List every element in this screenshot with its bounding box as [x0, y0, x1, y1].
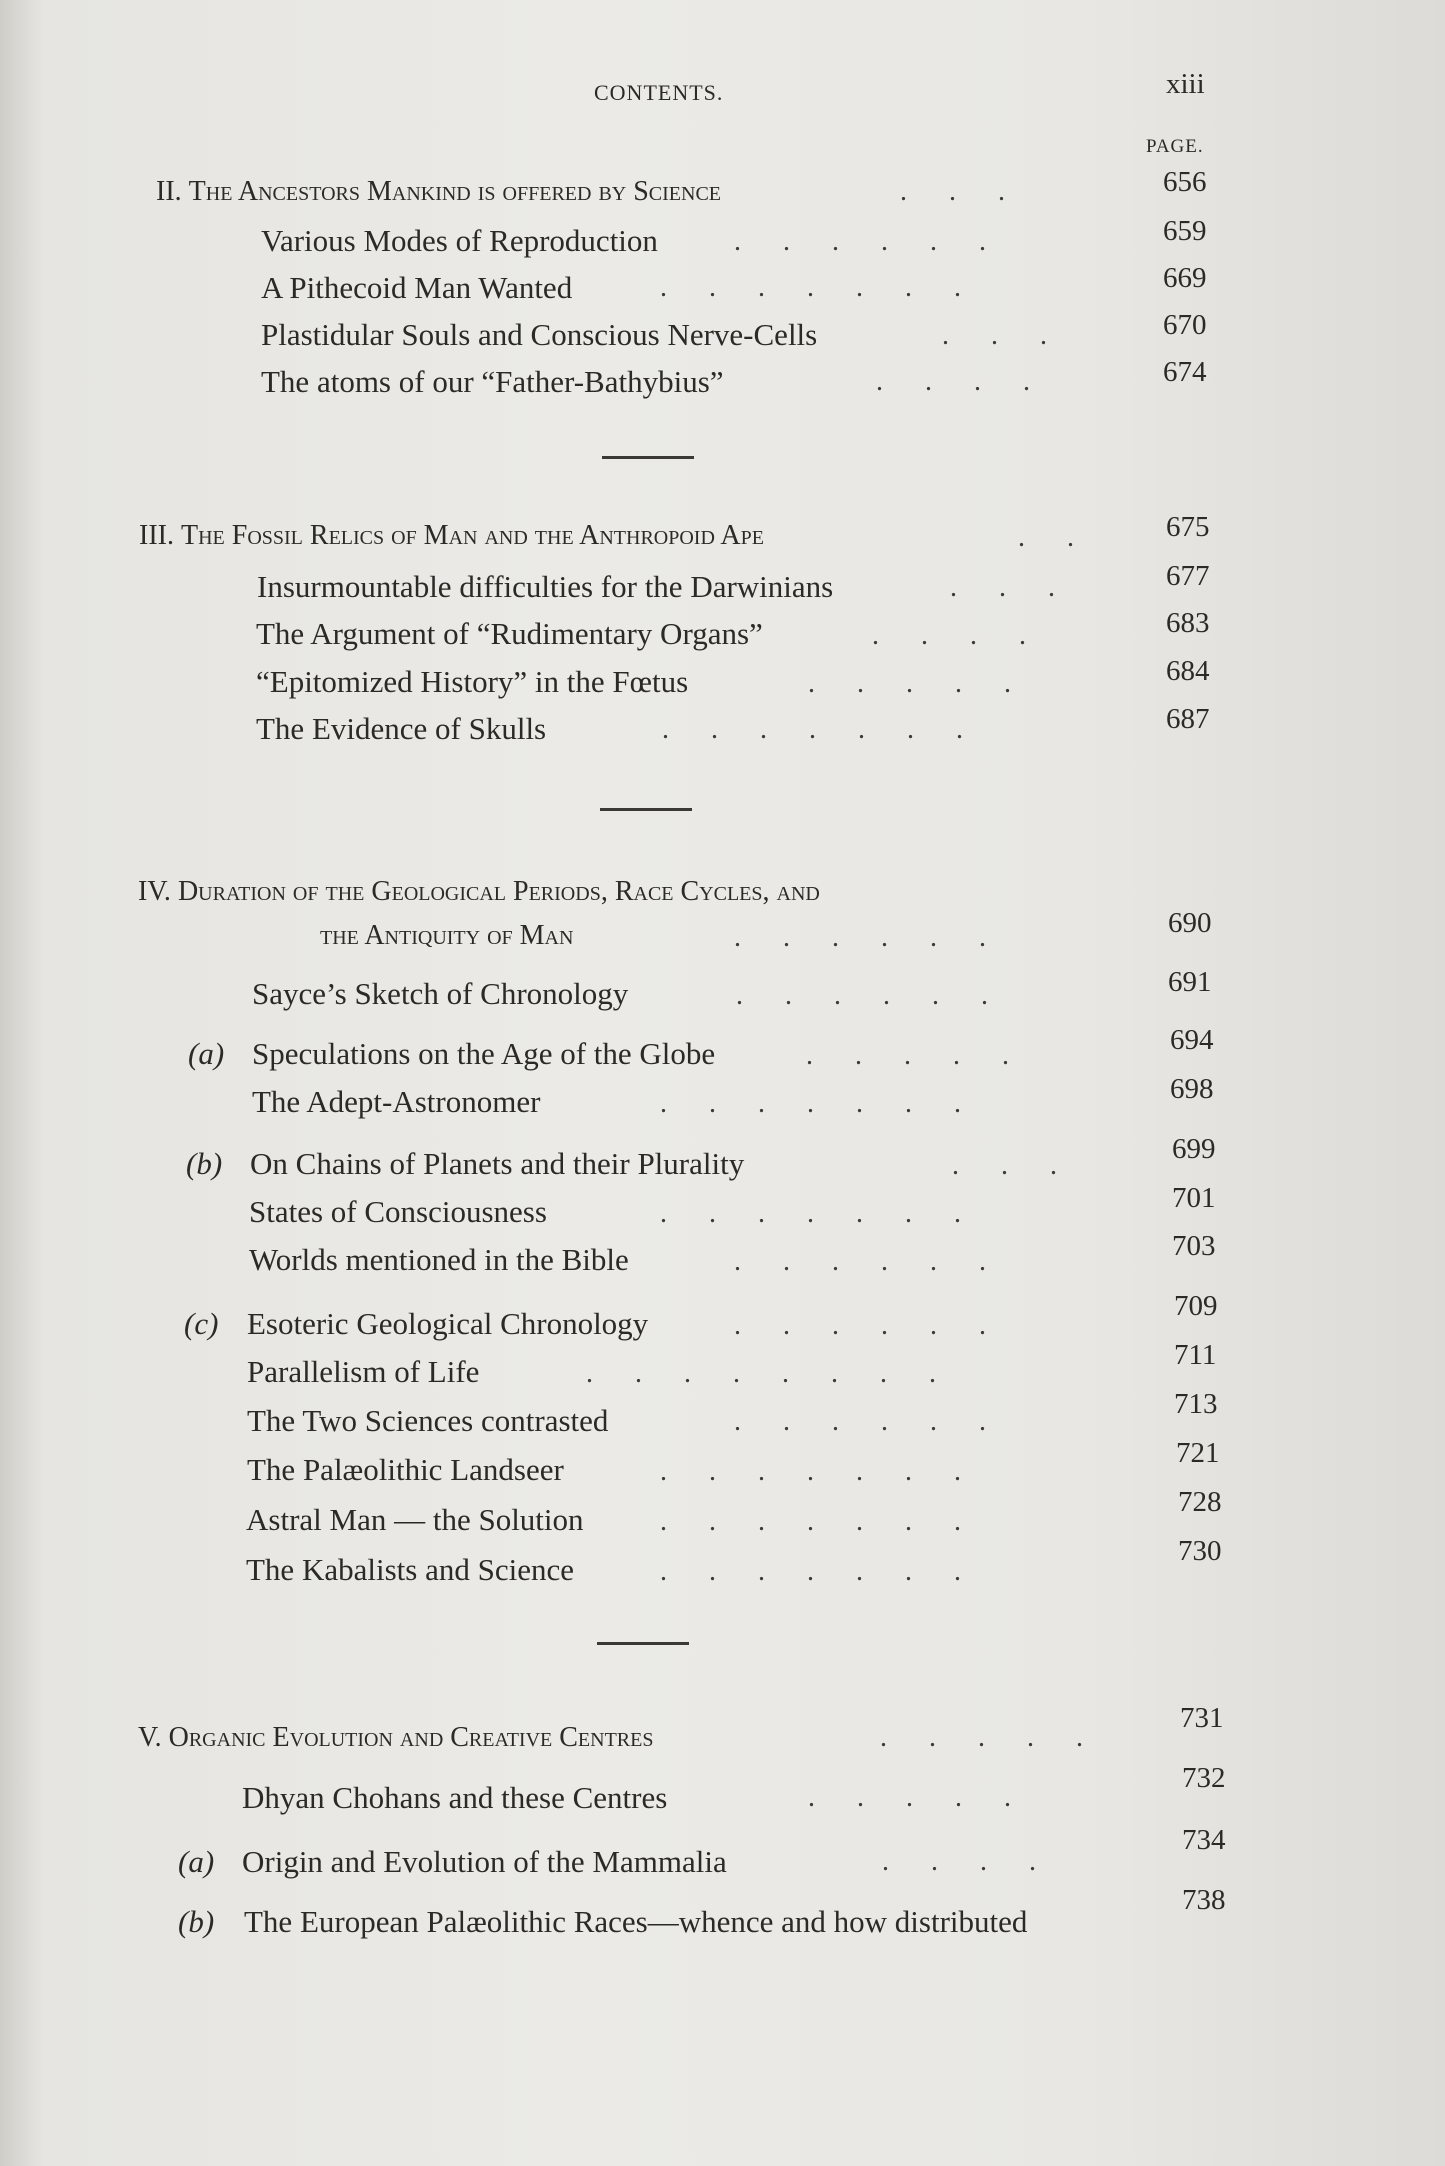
running-header-title: CONTENTS.: [594, 80, 724, 105]
entry-page: 728: [1178, 1486, 1222, 1518]
section-heading: [156, 176, 721, 208]
section-divider: [600, 808, 692, 811]
toc-entry: The atoms of our “Father-Bathybius”: [261, 364, 724, 399]
toc-entry: The Evidence of Skulls: [256, 711, 547, 746]
leader-dots: . . . . . . .: [660, 1456, 961, 1487]
leader-dots: . . .: [950, 572, 1055, 603]
leader-dots: . . . . . . .: [662, 714, 963, 745]
entry-page: 684: [1166, 655, 1210, 687]
leader-dots: . . . . . . .: [660, 1556, 961, 1587]
toc-entry: The Argument of “Rudimentary Organs”: [256, 616, 763, 651]
entry-page: 698: [1170, 1073, 1214, 1105]
leader-dots: . . . . . . . .: [586, 1358, 936, 1389]
subsection-marker: (a): [178, 1844, 215, 1879]
toc-entry: The Two Sciences contrasted: [247, 1403, 609, 1438]
entry-page: 691: [1168, 966, 1212, 998]
entry-page: 713: [1174, 1388, 1218, 1420]
section-title: Organic Evolution and Creative Centres: [168, 1722, 654, 1753]
section-divider: [597, 1642, 689, 1645]
toc-entry: Astral Man — the Solution: [246, 1502, 584, 1537]
entry-page: 703: [1172, 1230, 1216, 1262]
toc-entry: Origin and Evolution of the Mammalia: [242, 1844, 727, 1879]
section-title: Duration of the Geological Periods, Race Cycles, and: [177, 876, 820, 907]
section-title-continued: the Antiquity of Man: [320, 920, 574, 951]
entry-page: 709: [1174, 1290, 1218, 1322]
leader-dots: . . . .: [882, 1846, 1036, 1877]
toc-entry: The Kabalists and Science: [246, 1552, 574, 1587]
toc-entry: Esoteric Geological Chronology: [247, 1306, 649, 1341]
entry-page: 694: [1170, 1024, 1214, 1056]
leader-dots: . . . . . .: [734, 1406, 986, 1437]
leader-dots: . . .: [942, 320, 1047, 351]
section-heading: [138, 1722, 654, 1754]
section-divider: [602, 456, 694, 459]
section-title: The Ancestors Mankind is offered by Science: [188, 176, 722, 207]
section-heading: [138, 876, 820, 908]
toc-entry: The Adept-Astronomer: [252, 1084, 541, 1119]
leader-dots: . . .: [900, 176, 1005, 207]
leader-dots: . . . .: [872, 620, 1026, 651]
leader-dots: . . . . . .: [736, 980, 988, 1011]
subsection-marker: (b): [178, 1904, 215, 1939]
page-column-label: PAGE.: [1146, 136, 1204, 157]
section-heading: [139, 520, 764, 552]
page-number: xiii: [1166, 68, 1205, 100]
toc-entry: Speculations on the Age of the Globe: [252, 1036, 716, 1071]
toc-entry: Parallelism of Life: [247, 1354, 480, 1389]
leader-dots: . . . . .: [808, 668, 1011, 699]
section-numeral: V.: [138, 1722, 162, 1753]
subsection-marker: (c): [184, 1306, 219, 1341]
entry-page: 711: [1174, 1339, 1217, 1371]
toc-entry: Dhyan Chohans and these Centres: [242, 1780, 668, 1815]
entry-page: 699: [1172, 1133, 1216, 1165]
section-numeral: III.: [139, 520, 174, 551]
entry-page: 738: [1182, 1884, 1226, 1916]
leader-dots: . . . . . .: [734, 1310, 986, 1341]
toc-entry: States of Consciousness: [249, 1194, 547, 1229]
toc-entry: “Epitomized History” in the Fœtus: [256, 664, 689, 699]
leader-dots: . . . . .: [880, 1722, 1083, 1753]
toc-entry: On Chains of Planets and their Plurality: [250, 1146, 745, 1181]
toc-entry: Worlds mentioned in the Bible: [249, 1242, 629, 1277]
section-numeral: II.: [156, 176, 182, 207]
leader-dots: . . . . .: [808, 1782, 1011, 1813]
entry-page: 669: [1163, 262, 1207, 294]
leader-dots: . . .: [952, 1150, 1057, 1181]
section-page: 731: [1180, 1702, 1224, 1734]
leader-dots: . . . . . . .: [660, 1088, 961, 1119]
entry-page: 674: [1163, 356, 1207, 388]
section-numeral: IV.: [138, 876, 171, 907]
entry-page: 732: [1182, 1762, 1226, 1794]
entry-page: 734: [1182, 1824, 1226, 1856]
entry-page: 701: [1172, 1182, 1216, 1214]
subsection-marker: (a): [188, 1036, 225, 1071]
leader-dots: . . . .: [876, 366, 1030, 397]
leader-dots: . . . . .: [806, 1040, 1009, 1071]
leader-dots: . . . . . . .: [660, 1198, 961, 1229]
entry-page: 730: [1178, 1535, 1222, 1567]
leader-dots: . .: [1018, 522, 1074, 553]
toc-entry: Sayce’s Sketch of Chronology: [252, 976, 629, 1011]
leader-dots: . . . . . . .: [660, 1506, 961, 1537]
subsection-marker: (b): [186, 1146, 223, 1181]
leader-dots: . . . . . .: [734, 1246, 986, 1277]
entry-page: 683: [1166, 607, 1210, 639]
toc-entry: A Pithecoid Man Wanted: [261, 270, 573, 305]
leader-dots: . . . . . .: [734, 922, 986, 953]
entry-page: 659: [1163, 215, 1207, 247]
section-page: 675: [1166, 511, 1210, 543]
leader-dots: . . . . . .: [734, 226, 986, 257]
toc-entry: Insurmountable difficulties for the Darwinians: [257, 569, 834, 604]
toc-entry: The European Palæolithic Races—whence and how distributed: [244, 1904, 1028, 1939]
entry-page: 687: [1166, 703, 1210, 735]
leader-dots: . . . . . . .: [660, 272, 961, 303]
entry-page: 677: [1166, 560, 1210, 592]
entry-page: 670: [1163, 309, 1207, 341]
section-page: 656: [1163, 166, 1207, 198]
section-page: 690: [1168, 907, 1212, 939]
toc-entry: Various Modes of Reproduction: [261, 223, 658, 258]
section-title: The Fossil Relics of Man and the Anthropoid Ape: [180, 520, 764, 551]
toc-entry: Plastidular Souls and Conscious Nerve-Cells: [261, 317, 818, 352]
toc-entry: The Palæolithic Landseer: [247, 1452, 564, 1487]
entry-page: 721: [1176, 1437, 1220, 1469]
